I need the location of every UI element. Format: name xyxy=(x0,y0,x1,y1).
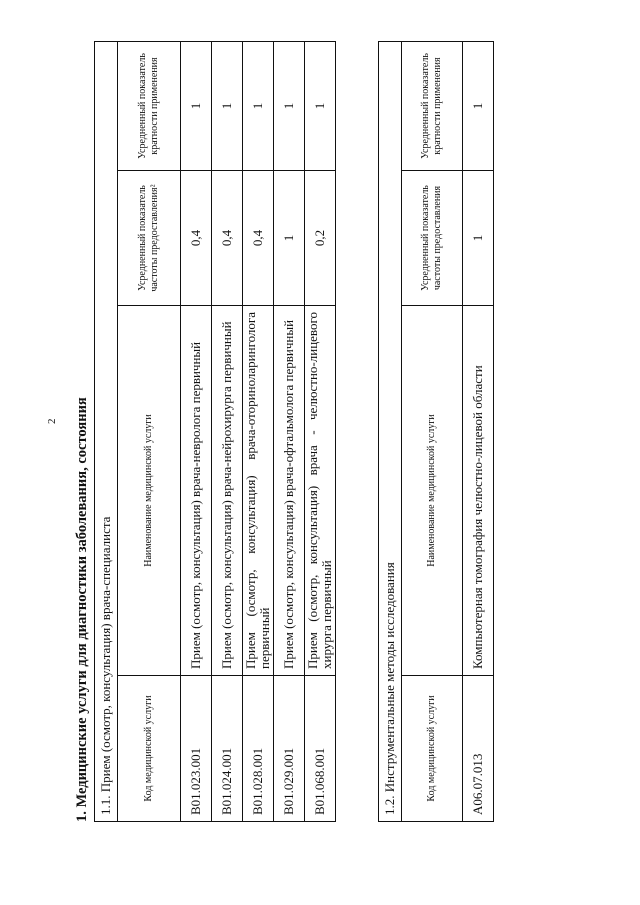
service-code: B01.068.001 xyxy=(305,676,336,822)
table-header-row xyxy=(118,41,181,821)
column-header-code: Код медицинской услуги xyxy=(402,676,463,822)
column-header-frequency: Усредненный показатель частоты предоставления xyxy=(402,171,463,306)
service-code: A06.07.013 xyxy=(463,676,494,822)
service-code: B01.028.001 xyxy=(243,676,274,822)
service-name: Прием (осмотр, консультация) врача - челюстно-лицевого хирурга первичный xyxy=(305,306,336,676)
service-code: B01.024.001 xyxy=(212,676,243,822)
frequency-value: 0,4 xyxy=(181,171,212,306)
table-row xyxy=(212,41,243,821)
frequency-value: 1 xyxy=(274,171,305,306)
multiplicity-value: 1 xyxy=(243,41,274,170)
service-name: Прием (осмотр, консультация) врача-нейрохирурга первичный xyxy=(212,306,243,676)
table-row xyxy=(305,41,336,821)
service-name: Прием (осмотр, консультация) врача-оториноларинголога первичный xyxy=(243,306,274,676)
column-header-multiplicity: Усредненный показатель кратности применения xyxy=(402,41,463,170)
table-caption-row xyxy=(95,41,118,821)
frequency-value: 0,4 xyxy=(212,171,243,306)
table-row xyxy=(243,41,274,821)
column-header-name: Наименование медицинской услуги xyxy=(118,306,181,676)
table-row xyxy=(463,41,494,821)
table-row xyxy=(181,41,212,821)
table-caption: 1.1. Прием (осмотр, консультация) врача-специалиста xyxy=(95,41,118,821)
frequency-value: 0,4 xyxy=(243,171,274,306)
column-header-name: Наименование медицинской услуги xyxy=(402,306,463,676)
column-header-frequency: Усредненный показатель частоты предоставления² xyxy=(118,171,181,306)
multiplicity-value: 1 xyxy=(274,41,305,170)
service-code: B01.023.001 xyxy=(181,676,212,822)
column-header-code: Код медицинской услуги xyxy=(118,676,181,822)
multiplicity-value: 1 xyxy=(212,41,243,170)
table-specialist-visits xyxy=(94,41,336,822)
table-header-row xyxy=(402,41,463,821)
multiplicity-value: 1 xyxy=(463,41,494,170)
frequency-value: 1 xyxy=(463,171,494,306)
page-number: 2 xyxy=(46,418,58,424)
column-header-multiplicity: Усредненный показатель кратности применения xyxy=(118,41,181,170)
frequency-value: 0,2 xyxy=(305,171,336,306)
table-caption: 1.2. Инструментальные методы исследования xyxy=(379,41,402,821)
multiplicity-value: 1 xyxy=(305,41,336,170)
table-instrumental-methods xyxy=(378,41,494,822)
rotated-content xyxy=(72,42,552,822)
table-row xyxy=(274,41,305,821)
service-name: Компьютерная томография челюстно-лицевой области xyxy=(463,306,494,676)
table-caption-row xyxy=(379,41,402,821)
section-heading: 1. Медицинские услуги для диагностики заболевания, состояния xyxy=(74,397,90,822)
service-name: Прием (осмотр, консультация) врача-офтальмолога первичный xyxy=(274,306,305,676)
multiplicity-value: 1 xyxy=(181,41,212,170)
service-name: Прием (осмотр, консультация) врача-невролога первичный xyxy=(181,306,212,676)
service-code: B01.029.001 xyxy=(274,676,305,822)
